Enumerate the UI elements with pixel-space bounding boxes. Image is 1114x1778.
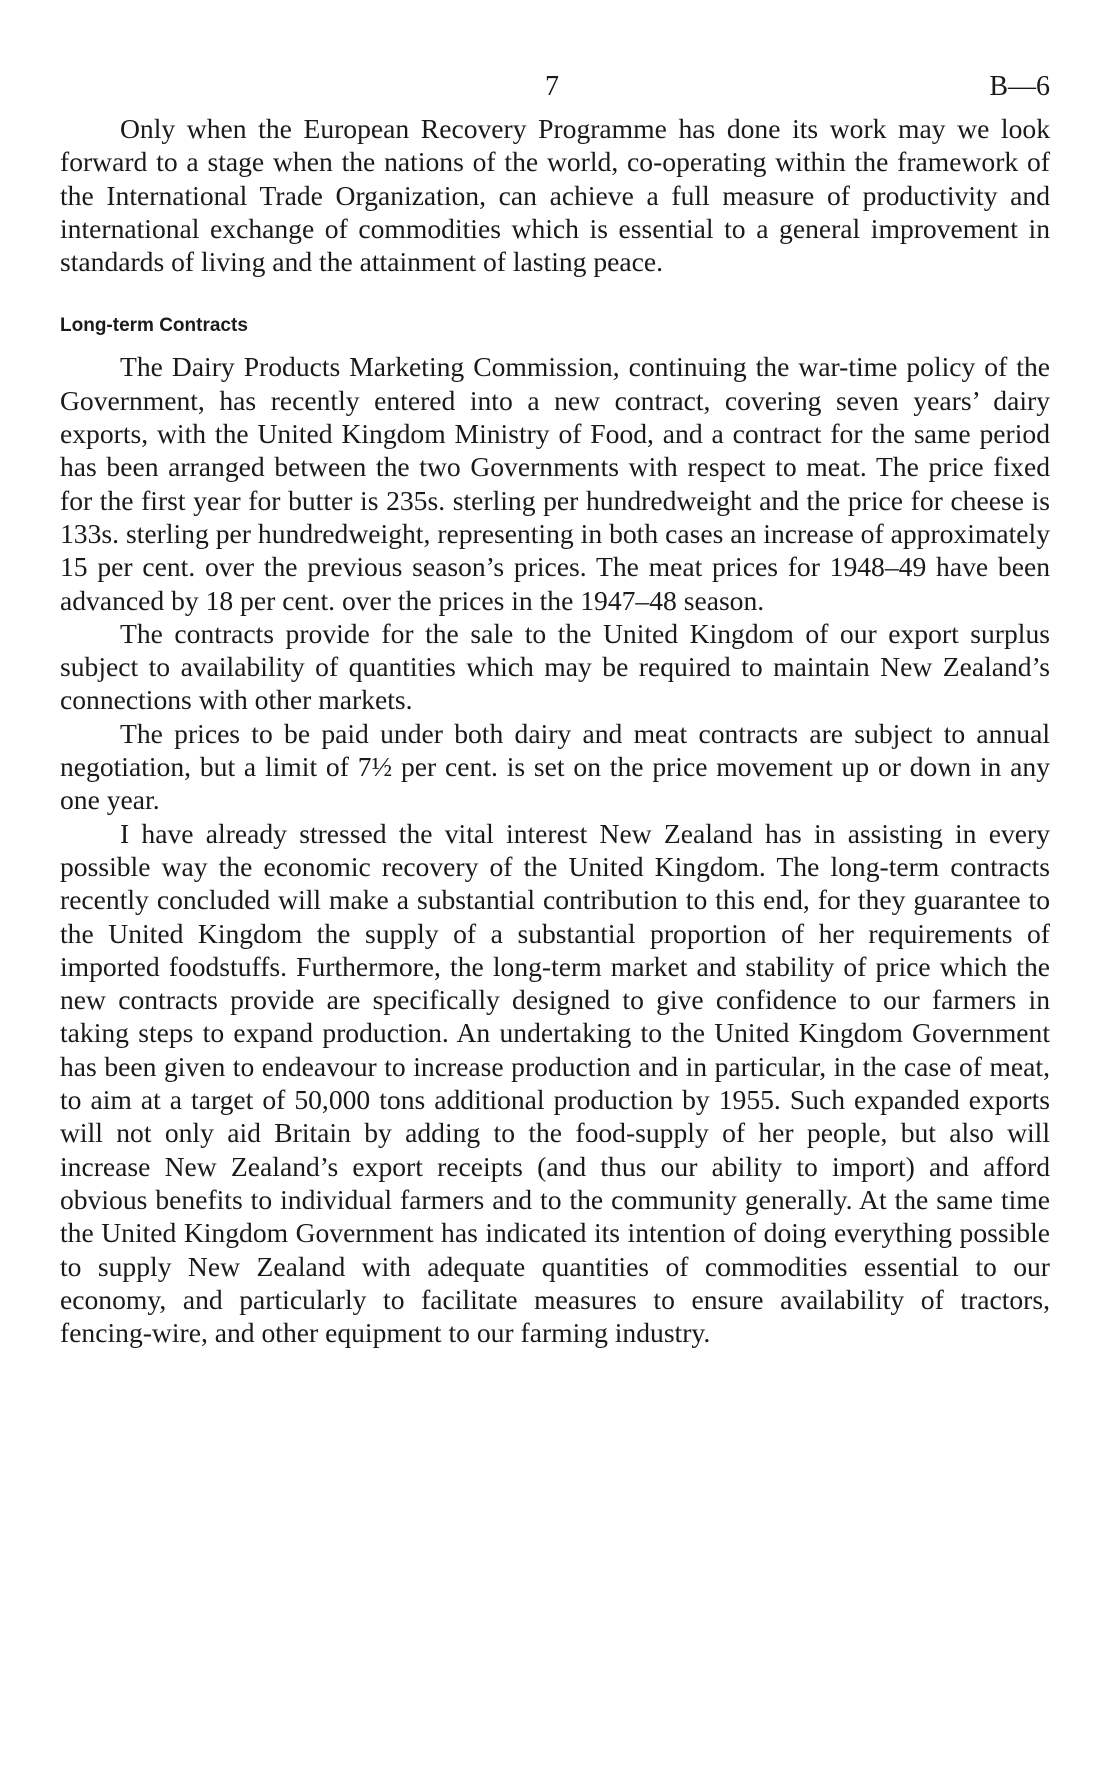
body-paragraph: I have already stressed the vital interest New Zealand has in assisting in every possible way the economic recovery of the United Kingdom. The long-term contracts recently concluded will make a substantial contribution to this end, for they guarantee to the United Kingdom the supply of a substantial proportion of her requirements of imported foodstuffs. Furthermore, the long-term market and stability of price which the new contracts provide are specifically designed to give confidence to our farmers in taking steps to expand production. An undertaking to the United Kingdom Government has been given to endeavour to increase production and in particular, in the case of meat, to aim at a target of 50,000 tons additional production by 1955. Such expanded exports will not only aid Britain by adding to the food-supply of her people, but also will increase New Zealand’s export receipts (and thus our ability to import) and afford obvious benefits to individual farmers and to the community generally. At the same time the United Kingdom Government has indicated its intention of doing everything possible to supply New Zealand with adequate quantities of commodities essential to our economy, and particularly to facilitate measures to ensure availability of tractors, fencing-wire, and other equipment to our farming industry. xyxy=(60,817,1050,1349)
page-number: 7 xyxy=(545,71,559,102)
intro-paragraph: Only when the European Recovery Programme has done its work may we look forward to a stage when the nations of the world, co-operating within the framework of the International Trade Organization, can achieve a full measure of productivity and international exchange of commodities which is essential to a general improvement in standards of living and the attainment of lasting peace. xyxy=(60,113,1050,278)
section-heading: Long-term Contracts xyxy=(60,315,248,337)
document-code: B—6 xyxy=(989,71,1050,102)
body-paragraph: The prices to be paid under both dairy and meat contracts are subject to annual negotiation, but a limit of 7½ per cent. is set on the price movement up or down in any one year. xyxy=(60,717,1050,816)
running-head xyxy=(60,60,1050,112)
body-paragraph: The contracts provide for the sale to the United Kingdom of our export surplus subject to availability of quantities which may be required to maintain New Zealand’s connections with other markets. xyxy=(60,617,1050,716)
document-page xyxy=(60,60,1050,1349)
body-paragraph: The Dairy Products Marketing Commission, continuing the war-time policy of the Government, has recently entered into a new contract, covering seven years’ dairy exports, with the United Kingdom Ministry of Food, and a contract for the same period has been arranged between the two Governments with respect to meat. The price fixed for the first year for butter is 235s. sterling per hundredweight and the price for cheese is 133s. sterling per hundredweight, representing in both cases an increase of approximately 15 per cent. over the previous season’s prices. The meat prices for 1948–49 have been advanced by 18 per cent. over the prices in the 1947–48 season. xyxy=(60,351,1050,616)
